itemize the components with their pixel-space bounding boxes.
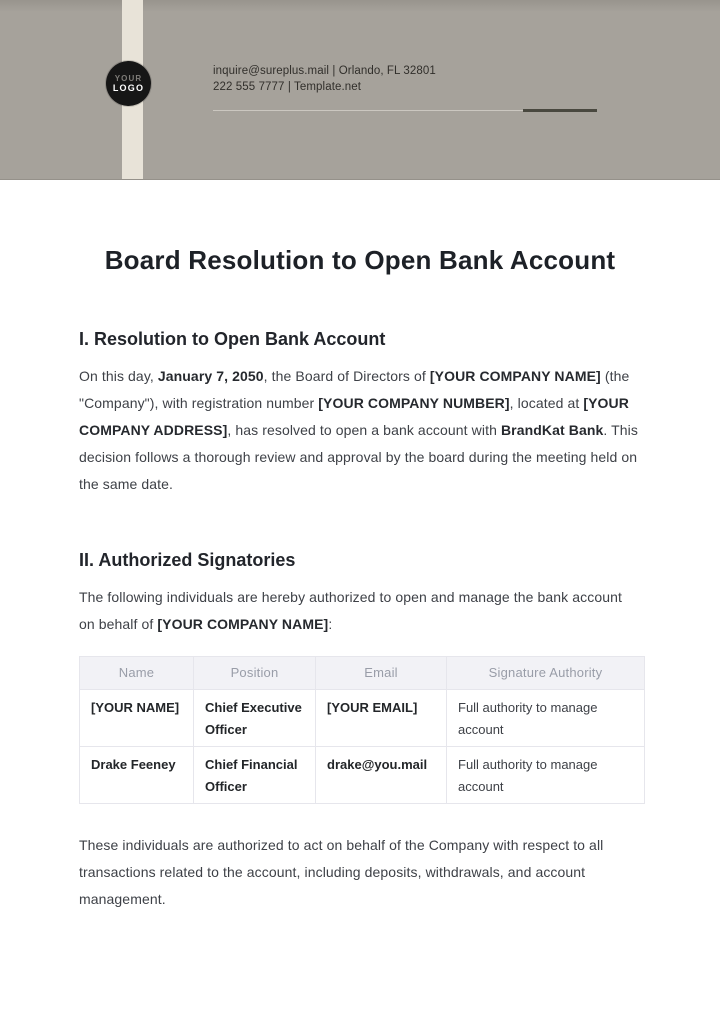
company-logo bbox=[106, 61, 151, 106]
column-header-email: Email bbox=[316, 657, 447, 690]
table-row bbox=[80, 747, 645, 804]
cell-authority: Full authority to manage account bbox=[447, 690, 645, 747]
column-header-signature-authority: Signature Authority bbox=[447, 657, 645, 690]
section-2-heading: II. Authorized Signatories bbox=[79, 550, 296, 570]
cell-email: [YOUR EMAIL] bbox=[316, 690, 447, 747]
letterhead bbox=[0, 0, 720, 180]
contact-info bbox=[213, 64, 436, 95]
letterhead-divider-accent bbox=[523, 109, 597, 112]
cell-name: Drake Feeney bbox=[80, 747, 194, 804]
table-header-row bbox=[80, 657, 645, 690]
page-title: Board Resolution to Open Bank Account bbox=[104, 245, 616, 275]
section-2-paragraph: The following individuals are hereby authorized to open and manage the bank account on behalf of [YOUR COMPANY NAME]: bbox=[79, 589, 622, 632]
contact-line-1: inquire@sureplus.mail | Orlando, FL 32801 bbox=[213, 65, 436, 77]
logo-text-your: YOUR bbox=[114, 73, 143, 83]
column-header-position: Position bbox=[194, 657, 316, 690]
cell-name: [YOUR NAME] bbox=[80, 690, 194, 747]
document-body bbox=[0, 243, 720, 913]
cell-position: Chief Financial Officer bbox=[194, 747, 316, 804]
table-row bbox=[80, 690, 645, 747]
letterhead-divider-rule bbox=[213, 110, 597, 111]
signatories-table bbox=[79, 656, 645, 804]
column-header-name: Name bbox=[80, 657, 194, 690]
closing-paragraph: These individuals are authorized to act on behalf of the Company with respect to all transactions related to the account, including deposits, withdrawals, and account management. bbox=[79, 837, 604, 907]
section-signatories bbox=[79, 549, 641, 913]
cell-email: drake@you.mail bbox=[316, 747, 447, 804]
contact-line-2: 222 555 7777 | Template.net bbox=[213, 80, 362, 93]
cell-position: Chief Executive Officer bbox=[194, 690, 316, 747]
section-1-heading: I. Resolution to Open Bank Account bbox=[79, 329, 386, 349]
logo-text-logo: LOGO bbox=[112, 82, 145, 93]
section-1-paragraph: On this day, January 7, 2050, the Board of Directors of [YOUR COMPANY NAME] (the "Company"), with registration number [YOUR COMPANY NUMBER], located at [YOUR COMPANY ADDRESS], has resolved to open a bank account with BrandKat Bank. This decision follows a thorough review and approval by the board during the meeting held on the same date. bbox=[79, 368, 638, 492]
cell-authority: Full authority to manage account bbox=[447, 747, 645, 804]
section-resolution bbox=[79, 328, 641, 498]
